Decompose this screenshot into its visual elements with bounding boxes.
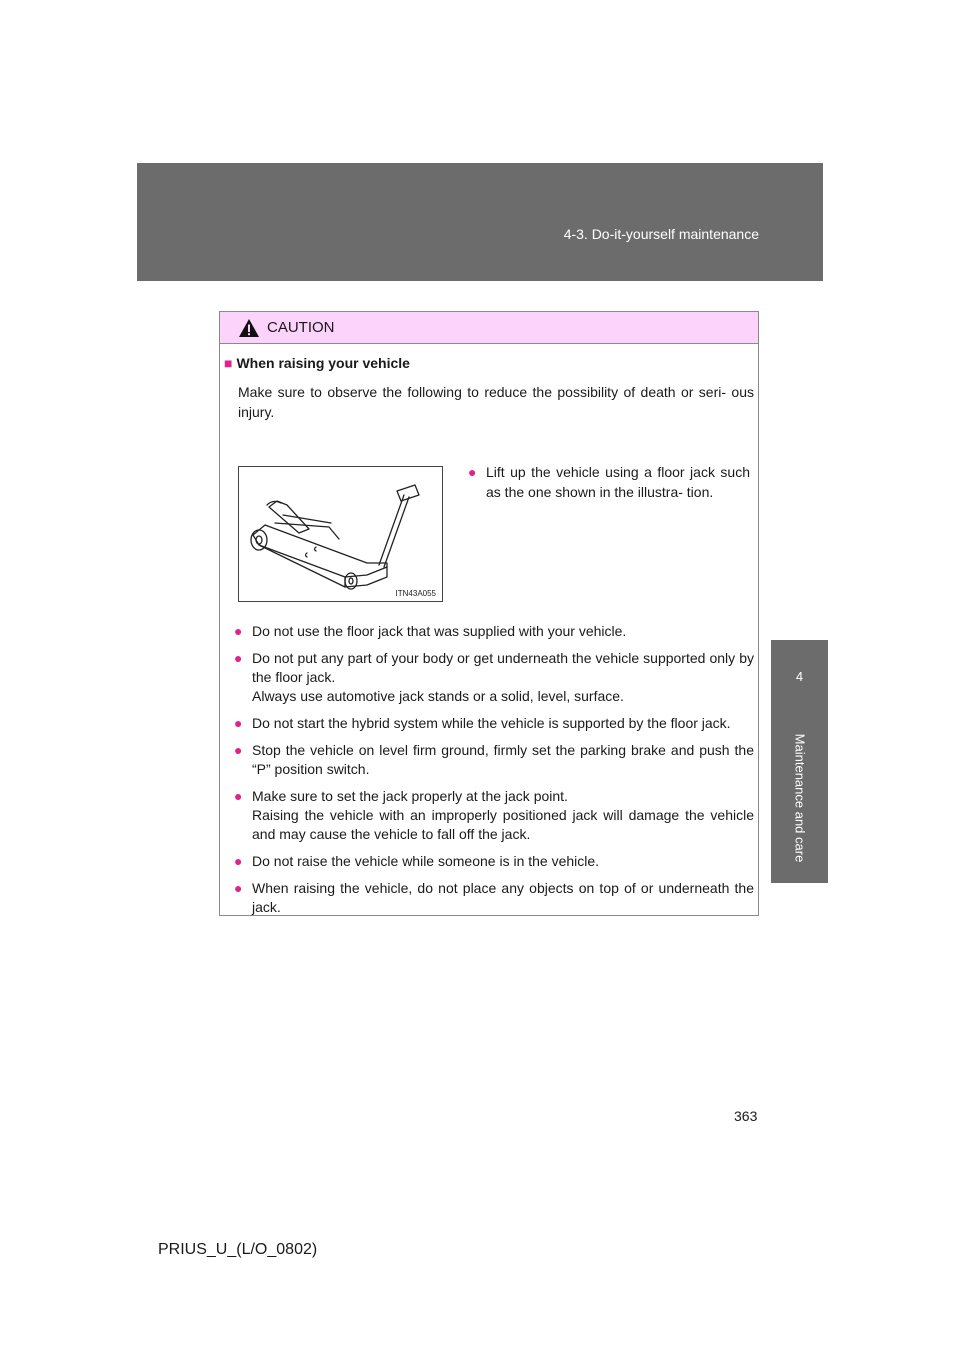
caution-subheading [224, 355, 410, 371]
list-item [234, 879, 754, 917]
list-item [234, 741, 754, 779]
caution-box [219, 311, 759, 916]
side-tab-number: 4 [771, 640, 828, 713]
bullet-dot-icon: ● [234, 788, 243, 804]
bullet-dot-icon: ● [234, 650, 243, 666]
warning-icon [238, 318, 260, 338]
list-item-text: Do not put any part of your body or get underneath the vehicle supported only by the floor jack. [252, 650, 754, 685]
caution-header [220, 312, 758, 344]
floor-jack-illustration [238, 466, 443, 602]
header-band [137, 163, 823, 281]
caution-subheading-text: When raising your vehicle [236, 355, 410, 371]
list-item [468, 462, 750, 502]
list-item-text: Do not use the floor jack that was supplied with your vehicle. [252, 623, 627, 639]
bullet-dot-icon: ● [468, 464, 477, 480]
bullet-dot-icon: ● [234, 880, 243, 896]
list-item-text: When raising the vehicle, do not place any objects on top of or underneath the jack. [252, 880, 754, 915]
illustration-code: ITN43A055 [395, 589, 436, 598]
right-item-text: Lift up the vehicle using a floor jack such as the one shown in the illustra- tion. [486, 464, 750, 500]
bullet-dot-icon: ● [234, 853, 243, 869]
section-title: 4-3. Do-it-yourself maintenance [563, 226, 759, 242]
list-item [234, 852, 754, 871]
bullet-dot-icon: ● [234, 742, 243, 758]
bullet-dot-icon: ● [234, 623, 243, 639]
floor-jack-icon [239, 467, 442, 601]
list-item [234, 649, 754, 706]
side-tab-label [771, 713, 828, 883]
list-item [234, 787, 754, 844]
bullet-dot-icon: ● [234, 715, 243, 731]
page-number: 363 [734, 1108, 758, 1124]
list-item [234, 714, 754, 733]
list-item [234, 622, 754, 641]
side-tab-label-text: Maintenance and care [792, 733, 807, 863]
caution-bullet-list [234, 622, 754, 925]
footer-code: PRIUS_U_(L/O_0802) [158, 1241, 318, 1258]
square-bullet-icon: ■ [224, 355, 233, 371]
list-item-text: Do not raise the vehicle while someone is in the vehicle. [252, 853, 600, 869]
caution-intro: Make sure to observe the following to reduce the possibility of death or seri- ous injury. [238, 384, 754, 420]
list-item-text: Raising the vehicle with an improperly positioned jack will damage the vehicle and may cause the vehicle to fall off the jack. [252, 807, 754, 842]
list-item-text: Do not start the hybrid system while the vehicle is supported by the floor jack. [252, 715, 731, 731]
list-item-text: Stop the vehicle on level firm ground, firmly set the parking brake and push the “P” position switch. [252, 742, 754, 777]
list-item-text: Make sure to set the jack properly at the jack point. [252, 788, 568, 804]
caution-title: CAUTION [267, 319, 335, 336]
list-item-text: Always use automotive jack stands or a solid, level, surface. [252, 688, 624, 704]
